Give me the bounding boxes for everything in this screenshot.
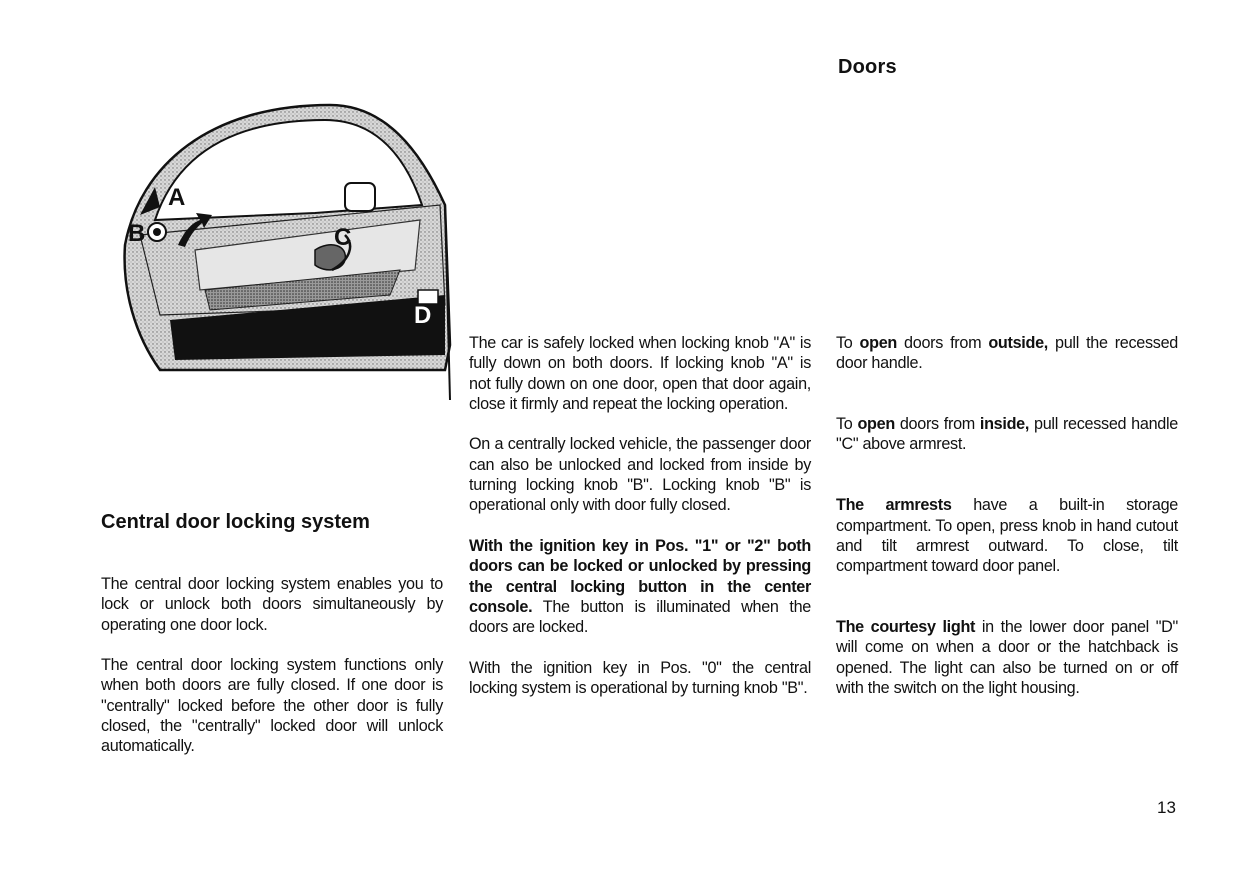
text: To bbox=[836, 415, 858, 434]
paragraph-courtesy-light bbox=[836, 617, 1178, 698]
text: doors from bbox=[897, 334, 989, 352]
page-title: Doors bbox=[838, 56, 897, 78]
left-column bbox=[101, 574, 443, 777]
right-column bbox=[836, 333, 1178, 719]
paragraph: On a centrally locked vehicle, the passenger door can also be unlocked and locked from inside by turning locking knob "B". Locking knob "B" is operational only with door fully closed. bbox=[469, 435, 811, 515]
paragraph-open-outside bbox=[836, 333, 1178, 374]
bold-text: open bbox=[857, 415, 895, 434]
bold-text: outside, bbox=[988, 334, 1048, 352]
paragraph: With the ignition key in Pos. "0" the central locking system is operational by turning knob "B". bbox=[469, 658, 811, 698]
text: pull the recessed door handle. bbox=[836, 334, 1178, 373]
middle-column bbox=[469, 333, 811, 719]
label-a: A bbox=[168, 184, 186, 211]
paragraph: The central door locking system functions only when both doors are fully closed. If one door is "centrally" locked before the other door is fully closed, the "centrally" locked door will unlock automatically. bbox=[101, 656, 443, 756]
bold-text: open bbox=[859, 334, 898, 352]
bold-text: The armrests bbox=[836, 496, 952, 515]
text: pull recessed handle "C" above armrest. bbox=[836, 415, 1178, 454]
bold-text: With the ignition key in Pos. "1" or "2" both doors can be locked or unlocked by pressing the central locking button in the center console. bbox=[469, 536, 811, 616]
paragraph-armrests bbox=[836, 495, 1178, 576]
text: To bbox=[836, 334, 860, 352]
bold-text: The courtesy light bbox=[836, 618, 976, 637]
paragraph: The central door locking system enables you to lock or unlock both doors simultaneously by operating one door lock. bbox=[101, 575, 443, 634]
door-frame bbox=[125, 105, 450, 400]
page-number: 13 bbox=[1157, 798, 1176, 817]
paragraph bbox=[469, 536, 811, 637]
label-b: B bbox=[128, 220, 146, 247]
paragraph: The car is safely locked when locking knob "A" is fully down on both doors. If locking knob "A" is not fully down on one door, open that door again, close it firmly and repeat the locking operation. bbox=[469, 334, 811, 413]
paragraph-open-inside bbox=[836, 414, 1178, 455]
bold-text: inside, bbox=[979, 415, 1030, 434]
door-illustration bbox=[100, 95, 458, 415]
text: doors from bbox=[894, 415, 980, 434]
text: The button is illuminated when the doors are locked. bbox=[469, 597, 811, 637]
text: in the lower door panel "D" will come on when a door or the hatchback is opened. The light can also be turned on or off with the switch on the light housing. bbox=[836, 618, 1178, 698]
label-c: C bbox=[334, 224, 352, 251]
section-heading: Central door locking system bbox=[101, 511, 370, 533]
text: have a built-in storage compartment. To open, press knob in hand cutout and tilt armrest outward. To close, tilt compartment toward door panel. bbox=[836, 496, 1178, 576]
label-d: D bbox=[414, 302, 432, 329]
